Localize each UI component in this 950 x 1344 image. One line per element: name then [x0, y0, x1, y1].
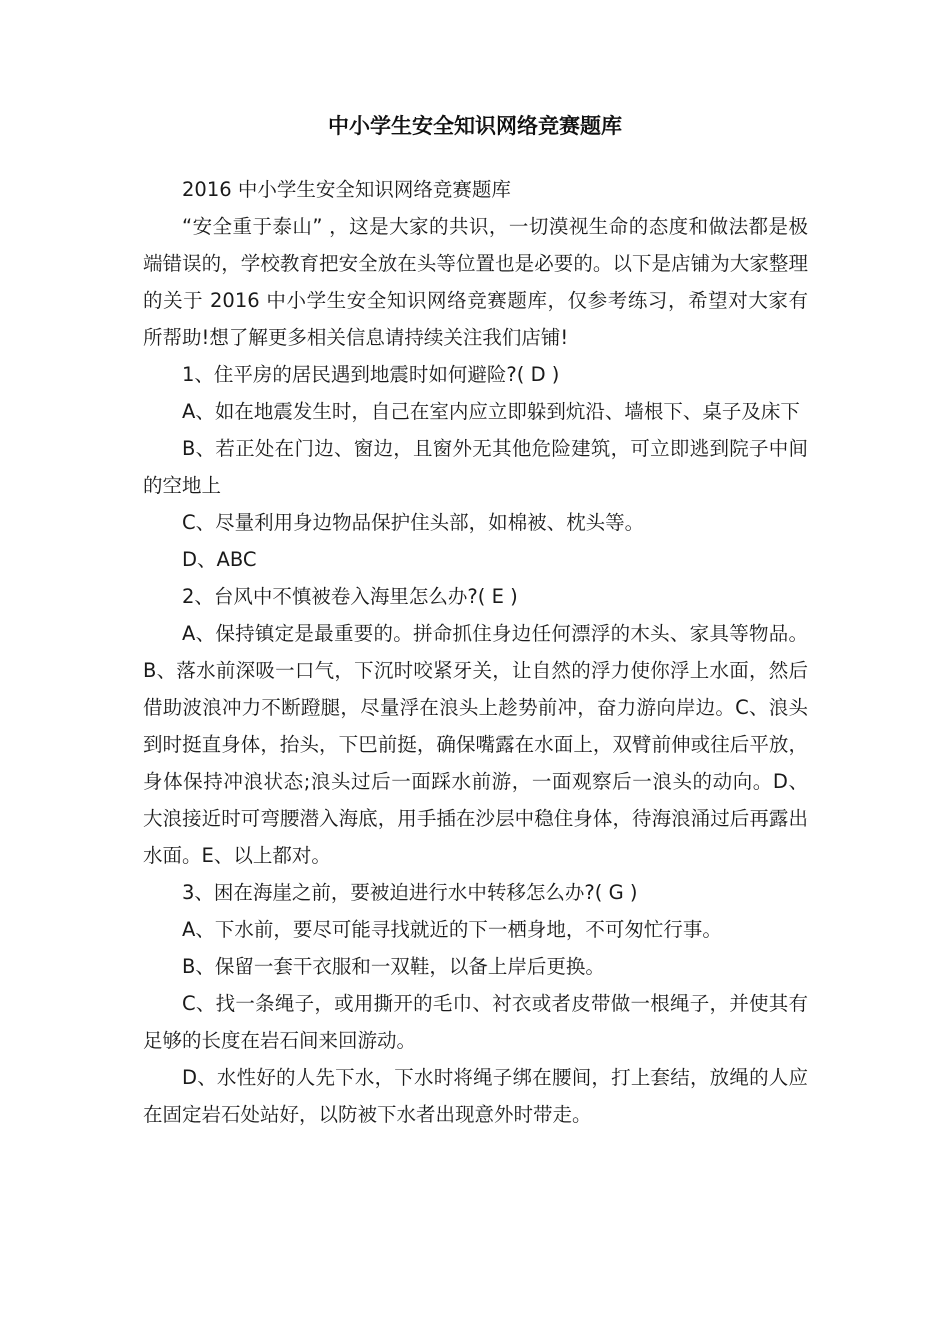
question-1-option-b: B、若正处在门边、窗边，且窗外无其他危险建筑，可立即逃到院子中间的空地上: [143, 437, 808, 497]
question-3-option-d: D、水性好的人先下水，下水时将绳子绑在腰间，打上套结，放绳的人应在固定岩石处站好，以防被下水者出现意外时带走。: [143, 1066, 808, 1126]
question-1: 1、住平房的居民遇到地震时如何避险?( D ): [182, 363, 560, 386]
paragraph-subtitle: 2016 中小学生安全知识网络竞赛题库: [182, 178, 511, 201]
document-title: 中小学生安全知识网络竞赛题库: [328, 114, 622, 138]
question-1-option-d: D、ABC: [182, 548, 257, 571]
paragraph-intro: “安全重于泰山” ，这是大家的共识，一切漠视生命的态度和做法都是极端错误的，学校教育把安全放在头等位置也是必要的。以下是店铺为大家整理的关于 2016 中小学生安全知识网络竞赛题库，仅参考练习，希望对大家有所帮助!想了解更多相关信息请持续关注我们店铺!: [143, 215, 808, 349]
question-2-options: A、保持镇定是最重要的。拼命抓住身边任何漂浮的木头、家具等物品。B、落水前深吸一口气，下沉时咬紧牙关，让自然的浮力使你浮上水面，然后借助波浪冲力不断蹬腿，尽量浮在浪头上趁势前冲，奋力游向岸边。C、浪头到时挺直身体，抬头，下巴前挺，确保嘴露在水面上，双臂前伸或往后平放，身体保持冲浪状态;浪头过后一面踩水前游，一面观察后一浪头的动向。D、大浪接近时可弯腰潜入海底，用手插在沙层中稳住身体，待海浪涌过后再露出水面。E、以上都对。: [143, 622, 808, 867]
question-3-option-c: C、找一条绳子，或用撕开的毛巾、衬衣或者皮带做一根绳子，并使其有足够的长度在岩石间来回游动。: [143, 992, 808, 1052]
question-3-option-a: A、下水前，要尽可能寻找就近的下一栖身地，不可匆忙行事。: [182, 918, 722, 941]
document-body: [143, 171, 808, 1133]
question-3: 3、困在海崖之前，要被迫进行水中转移怎么办?( G ): [182, 881, 638, 904]
question-3-option-b: B、保留一套干衣服和一双鞋，以备上岸后更换。: [182, 955, 605, 978]
question-1-option-a: A、如在地震发生时，自己在室内应立即躲到炕沿、墙根下、桌子及床下: [182, 400, 800, 423]
question-2: 2、台风中不慎被卷入海里怎么办?( E ): [182, 585, 518, 608]
question-1-option-c: C、尽量利用身边物品保护住头部，如棉被、枕头等。: [182, 511, 645, 534]
